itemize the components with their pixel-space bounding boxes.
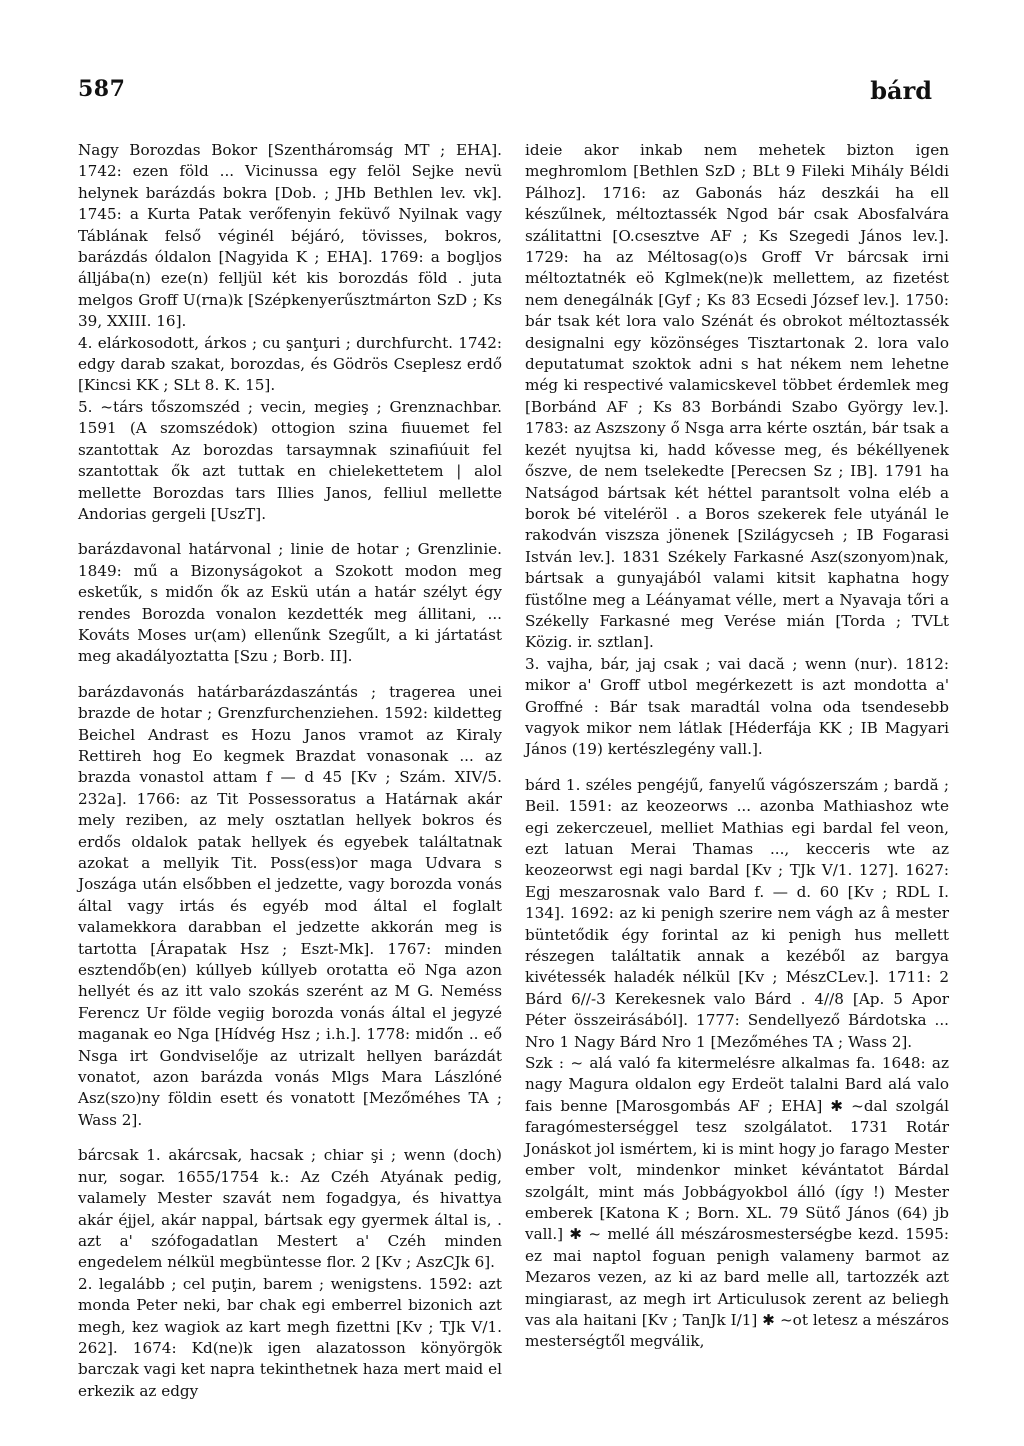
left-column	[78, 140, 502, 1402]
entry-paragraph: Nagy Borozdas Bokor [Szentháromság MT ; EHA]. 1742: ezen föld ... Vicinussa egy felöl Sejke nevü helynek barázdás bokra [Dob. ; JHb Bethlen lev. vk]. 1745: a Kurta Patak verőfenyin feküvő Nyilnak vagy Táblának felső véginél béjáró, tövisses, bokros, barázdás óldalon [Nagyida K ; EHA]. 1769: a bogljos álljába(n) eze(n) felljül két kis borozdás föld . juta melgos Groff U(rna)k [Szépkenyerűsztmárton SzD ; Ks 39, XXIII. 16].	[78, 141, 502, 331]
page-number: 587	[78, 76, 126, 102]
entry-sense-4: 4. elárkosodott, árkos ; cu şanţuri ; durchfurcht. 1742: edgy darab szakat, borozdas, és Gödrös Cseplesz erdő [Kincsi KK ; SLt 8. K. 15].	[78, 333, 502, 395]
entry-sense-5: 5. ~társ tőszomszéd ; vecin, megieş ; Grenznachbar. 1591 (A szomszédok) ottogion szina fiuuemet fel szantottak Az borozdas tarsaymnak szinafiúuit fel szantottak ők azt tuttak en chielekettetem | alol mellette Borozdas tars Illies Janos, felliul mellette Andorias gergeli [UszT].	[78, 397, 502, 523]
entry-barcsak-2: 2. legalább ; cel puţin, barem ; wenigstens. 1592: azt monda Peter neki, bar chak egi emberrel bizonich azt megh, kez wagiok az kart megh fizettni [Kv ; TJk V/1. 262]. 1674: Kd(ne)k igen alazatosson könyörgök barczak vagi ket napra tekinthetnek haza mert maid el erkezik az edgy	[78, 1274, 502, 1400]
entry-barcsak-1: bárcsak 1. akárcsak, hacsak ; chiar şi ; wenn (doch) nur, sogar. 1655/1754 k.: Az Czéh Atyának pedig, valamely Mester szavát nem fogadgya, és hivattya akár éjjel, akár nappal, bártsak egy gyermek által is, . azt a' szófogadatlan Mestert a' Czéh minden engedelem nélkül megbüntesse flor. 2 [Kv ; AszCJk 6].	[78, 1146, 502, 1272]
entry-barazdavonas: barázdavonás határbarázdaszántás ; tragerea unei brazde de hotar ; Grenzfurchenziehen. 1592: kildetteg Beichel Andrast es Hozu Janos vramot az Kiraly Rettireh hog Eo kegmek Brazdat vonasonak ... az brazda vonastol attam f — d 45 [Kv ; Szám. XIV/5. 232a]. 1766: az Tit Possessoratus a Határnak akár mely reziben, az mely osztatlan hellyek bokros és erdős oldalok patak hellyek és egyebek találtatnak azokat a mellyik Tit. Poss(ess)or maga Udvara s Joszága után elsőbben el jedzette, vagy borozda vonás által vagy irtás és egyéb mod által el foglalt valamekkora darabban el jedzette akkorán meg is tartotta [Árapatak Hsz ; Eszt-Mk]. 1767: minden esztendőb(en) kúllyeb kúllyeb orotatta eö Nga azon hellyét és az itt valo szokás szerént az M G. Neméss Ferencz Ur földe vegiig borozda vonás által el jegyzé maganak eo Nga [Hídvég Hsz ; i.h.]. 1778: midőn .. eő Nsga irt Gondviselője az utrizalt hellyen barázdát vonatot, azon barázda vonás Mlgs Mara Lászlóné Asz(szo)ny földin esett és vonatott [Mezőméhes TA ; Wass 2].	[78, 682, 502, 1129]
entry-barazdavonal: barázdavonal határvonal ; linie de hotar ; Grenzlinie. 1849: mű a Bizonyságokot a Szokott modon meg esketűk, s midőn ők az Eskü után a határ szélyt égy rendes Borozda vonalon kezdették meg állitani, ... Kováts Moses ur(am) ellenűnk Szegűlt, a ki jártatást meg akadályoztatta [Szu ; Borb. II].	[78, 540, 502, 666]
entry-sense-3: 3. vajha, bár, jaj csak ; vai dacă ; wenn (nur). 1812: mikor a' Groff utbol megérkezett is azt mondotta a' Groffné : Bár tsak maradtál volna oda tsendesebb vagyok mikor nem látlak [Héderfája KK ; IB Magyari János (19) kertészlegény vall.].	[525, 654, 949, 759]
right-column	[525, 140, 949, 1353]
entry-bard-1: bárd 1. széles pengéjű, fanyelű vágószerszám ; bardă ; Beil. 1591: az keozeorws ... azonba Mathiashoz wte egi zekerczeuel, melliet Mathias egi bardal fel veon, ezt latuan Merai Thamas ..., kecceris wte az keozeorwst egi nagi bardal [Kv ; TJk V/1. 127]. 1627: Egj meszarosnak valo Bard f. — d. 60 [Kv ; RDL I. 134]. 1692: az ki penigh szerire nem vágh az â mester büntetődik égy forintal az ki penigh hus mellett részegen találtatik annak a kezéből az bargya kivétessék haladék nélkül [Kv ; MészCLev.]. 1711: 2 Bárd 6//-3 Kerekesnek valo Bárd . 4//8 [Ap. 5 Apor Péter összeirásából]. 1777: Sendellyező Bárdotska ... Nro 1 Nagy Bárd Nro 1 [Mezőméhes TA ; Wass 2].	[525, 775, 949, 1051]
entry-szk: Szk : ~ alá való fa kitermelésre alkalmas fa. 1648: az nagy Magura oldalon egy Erdeöt talalni Bard alá valo fais benne [Marosgombás AF ; EHA] ✱ ~dal szolgál faragómesterséggel tesz szolgálatot. 1731 Rotár Jonáskot jol ismértem, ki is mint hogy jo farago Mester ember volt, mindenkor minket kévántatot Bárdal szolgált, mint más Jobbágyokbol álló (így !) Mester emberek [Katona K ; Born. XL. 79 Sütő János (64) jb vall.] ✱ ~ mellé áll mészárosmesterségbe kezd. 1595: ez mai naptol foguan penigh valameny barmot az Mezaros vezen, az ki az bard melle all, tartozzék azt mingiarast, az megh irt Articulusok zerent az beliegh vas ala haitani [Kv ; TanJk I/1] ✱ ~ot letesz a mészáros mesterségtől megválik,	[525, 1054, 949, 1351]
running-headword: bárd	[870, 76, 932, 105]
entry-paragraph-cont: ideie akor inkab nem mehetek bizton igen meghromlom [Bethlen SzD ; BLt 9 Fileki Mihály Béldi Pálhoz]. 1716: az Gabonás ház deszkái ha ell készűlnek, méltoztassék Ngod bár csak Abosfalvára szálitattni [O.csesztve AF ; Ks Szegedi János lev.]. 1729: ha az Méltosag(o)s Groff Vr bárcsak irni méltoztatnék eö Kglmek(ne)k mellettem, az fizetést nem denegálnák [Gyf ; Ks 83 Ecsedi József lev.]. 1750: bár tsak két lora valo Szénát és obrokot méltoztassék designalni egy közönséges Tisztartonak 2. lora valo deputatumat szoktok adni s hat nékem nem lehetne még ki respectivé valamicskevel többet érdemlek meg [Borbánd AF ; Ks 83 Borbándi Szabo György lev.]. 1783: az Aszszony ő Nsga arra kérte osztán, bár tsak a kezét nyujtsa ki, hadd kővesse meg, és békéllyenek őszve, de nem tselekedte [Perecsen Sz ; IB]. 1791 ha Natságod bártsak két héttel parantsolt volna eléb a borok bé viteléröl . a Boros szekerek fele utyánál le rakodván viszsza jönenek [Szilágycseh ; IB Fogarasi István lev.]. 1831 Székely Farkasné Asz(szonyom)nak, bártsak a gunyajából valami kitsit kaphatna hogy füstőlne meg a Léányamat vélle, mert a Nyavaja tőri a Székelly Farkasné meg Verése mián [Torda ; TVLt Közig. ir. sztlan].	[525, 141, 949, 652]
